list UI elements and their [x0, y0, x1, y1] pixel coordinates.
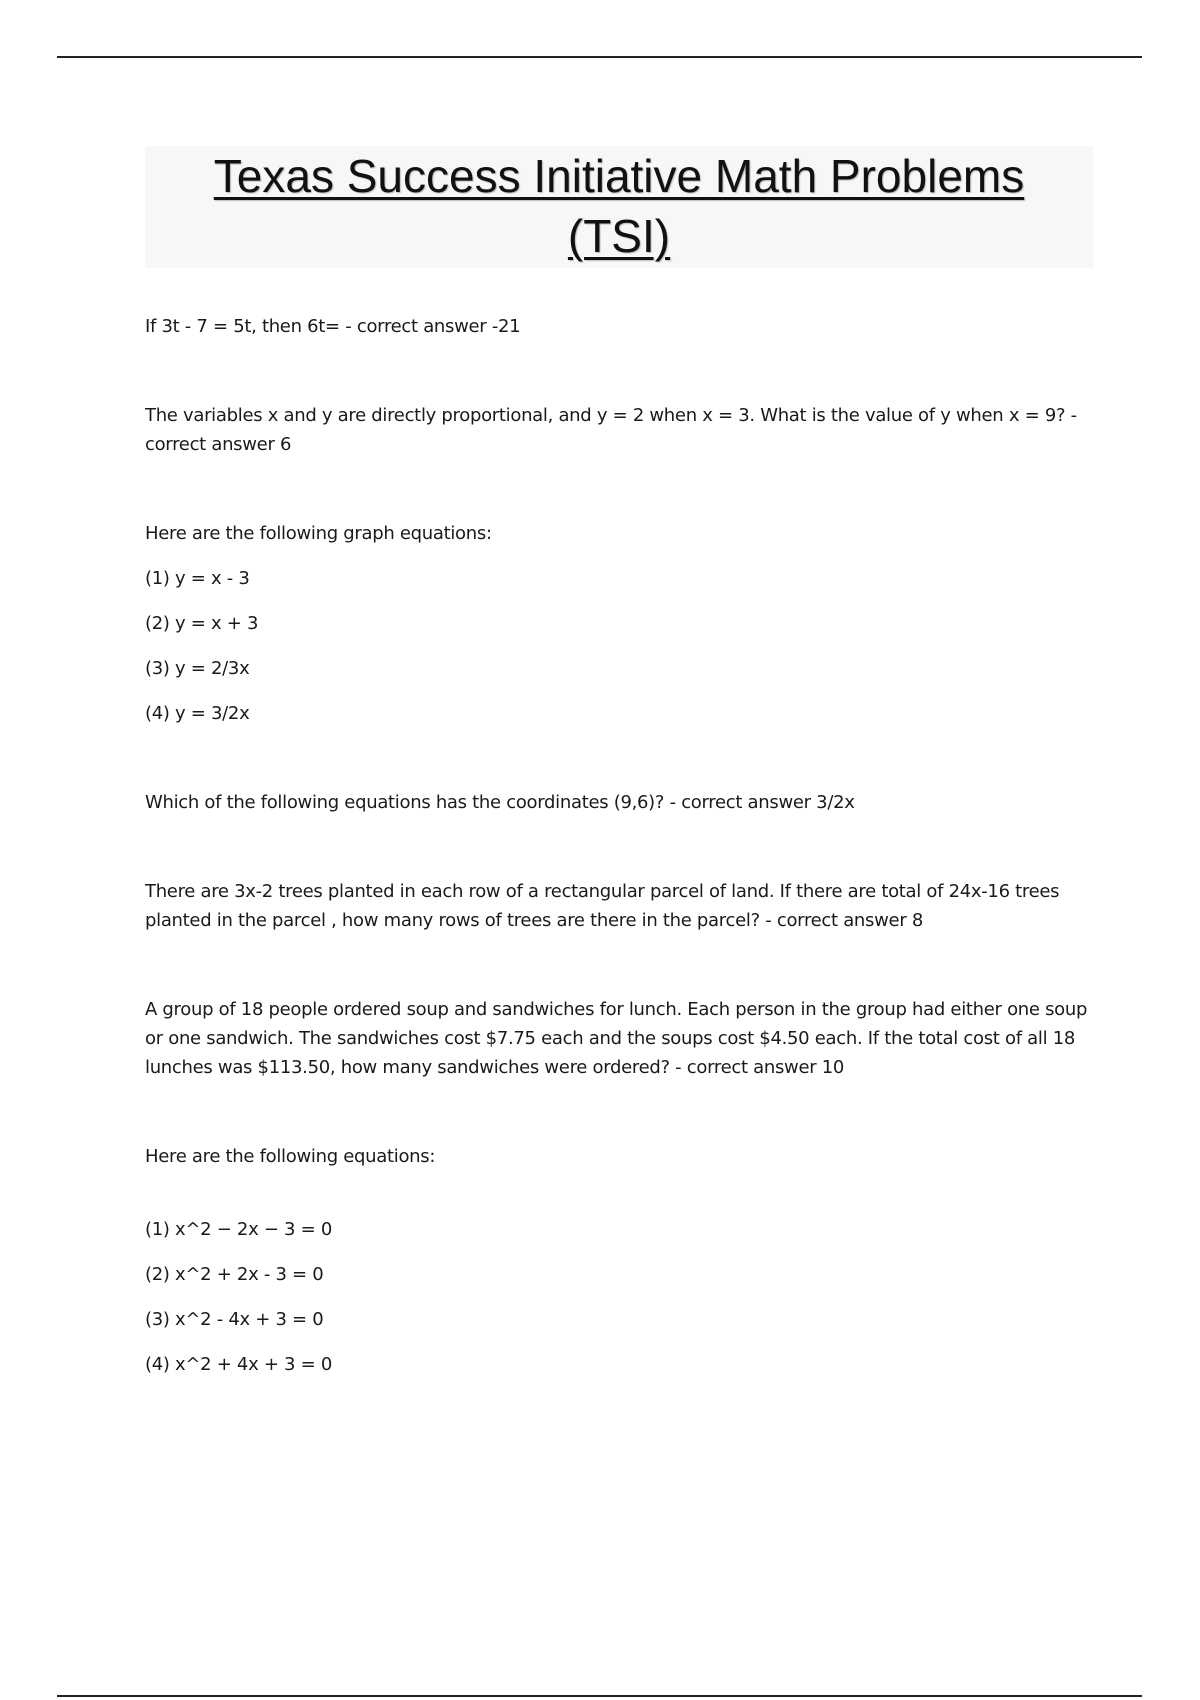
title-banner: [145, 146, 1093, 268]
question-3-option-4: (4) y = 3/2x: [145, 703, 250, 724]
question-6-option-1: (1) x^2 − 2x − 3 = 0: [145, 1219, 332, 1240]
top-rule: [57, 56, 1142, 58]
document-title-line-1: Texas Success Initiative Math Problems: [213, 150, 1025, 202]
bottom-rule: [57, 1695, 1142, 1697]
question-3-option-2: (2) y = x + 3: [145, 613, 259, 634]
question-3-option-3: (3) y = 2/3x: [145, 658, 250, 679]
question-6-option-3: (3) x^2 - 4x + 3 = 0: [145, 1309, 324, 1330]
question-6-option-2: (2) x^2 + 2x - 3 = 0: [145, 1264, 324, 1285]
question-3-option-1: (1) y = x - 3: [145, 568, 250, 589]
question-6-intro: Here are the following equations:: [145, 1146, 436, 1167]
question-5: A group of 18 people ordered soup and sandwiches for lunch. Each person in the group had either one soup or one sandwich. The sandwiches cost $7.75 each and the soups cost $4.50 each. If the total cost of all 18 lunches was $113.50, how many sandwiches were ordered? - correct answer 10: [145, 999, 1088, 1078]
question-3-intro: Here are the following graph equations:: [145, 523, 492, 544]
question-list: [145, 312, 1095, 1379]
question-3-prompt: Which of the following equations has the coordinates (9,6)? - correct answer 3/2x: [145, 792, 855, 813]
question-1: If 3t - 7 = 5t, then 6t= - correct answer -21: [145, 316, 521, 337]
question-2: The variables x and y are directly proportional, and y = 2 when x = 3. What is the value of y when x = 9? - correct answer 6: [145, 405, 1077, 455]
question-4: There are 3x-2 trees planted in each row of a rectangular parcel of land. If there are total of 24x-16 trees planted in the parcel , how many rows of trees are there in the parcel? - correct answer 8: [145, 881, 1060, 931]
question-6-option-4: (4) x^2 + 4x + 3 = 0: [145, 1354, 332, 1375]
document-title-line-2: (TSI): [567, 210, 671, 262]
